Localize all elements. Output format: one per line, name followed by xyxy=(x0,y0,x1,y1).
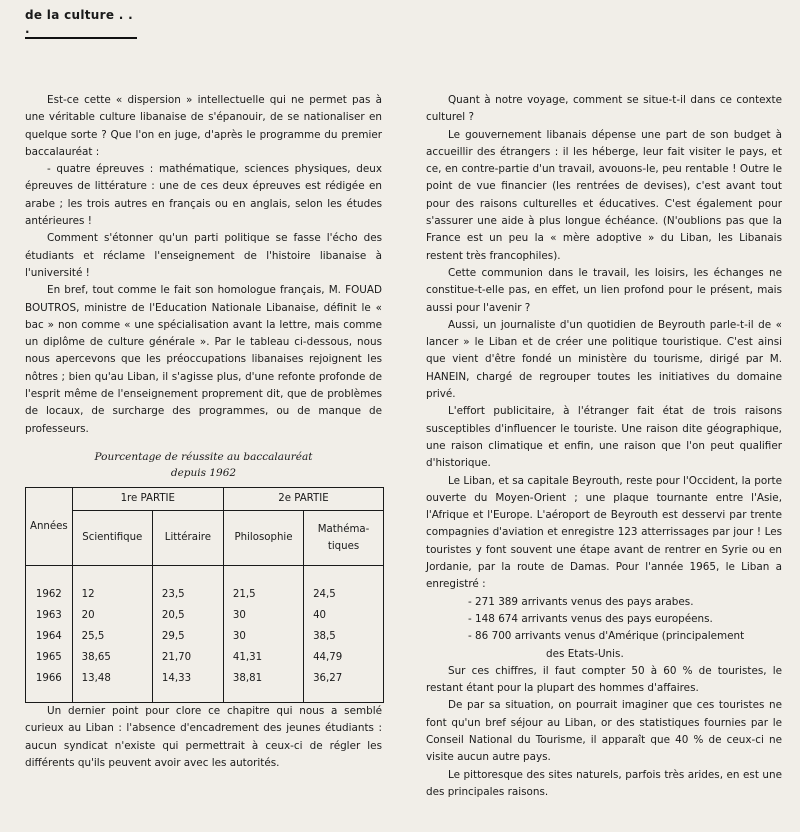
paragraph: Le pittoresque des sites naturels, parfois très arides, en est une des principales raisons. xyxy=(426,768,782,798)
cell: 25,5 xyxy=(72,626,152,647)
paragraph: - quatre épreuves : mathématique, sciences physiques, deux épreuves de littérature : une de ces deux épreuves est rédigée en arabe ; les trois autres en français ou en anglais, selon les études antérieures ! xyxy=(25,163,382,228)
cell: 40 xyxy=(304,605,384,626)
paragraph: Le Liban, et sa capitale Beyrouth, reste pour l'Occident, la porte ouverte du Moyen-Orient ; une plaque tournante entre l'Asie, l'Afrique et l'Europe. L'aéroport de Beyrouth est desservi par trente compagnies d'aviation et enregistre 123 atterrissages par jour ! Les touristes y font souvent une étape avant de rentrer en Syrie ou en Jordanie, par la route de Damas. Pour l'année 1965, le Liban a enregistré : xyxy=(426,474,782,591)
subheader: Philosophie xyxy=(223,510,303,565)
table-row xyxy=(26,647,384,668)
cell: 30 xyxy=(223,605,303,626)
paragraph: Un dernier point pour clore ce chapitre qui nous a semblé curieux au Liban : l'absence d'encadrement des jeunes étudiants : aucun syndicat n'existe qui permettrait à ceux-ci de régler les différents qu'ils peuvent avoir avec les autorités. xyxy=(25,704,382,769)
caption-line: Pourcentage de réussite au baccalauréat xyxy=(94,450,313,463)
paragraph: Aussi, un journaliste d'un quotidien de Beyrouth parle-t-il de « lancer » le Liban et de créer une politique touristique. C'est ainsi que vient d'être fondé un ministère du tourisme, dirigé par M. HANEIN, chargé de regrouper toutes les initiatives du domaine privé. xyxy=(426,318,782,401)
cell: 38,81 xyxy=(223,668,303,703)
paragraph: Est-ce cette « dispersion » intellectuelle qui ne permet pas à une véritable culture libanaise de s'épanouir, de se nationaliser en quelque sorte ? Que l'on en juge, d'après le programme du premier baccalauréat : xyxy=(25,94,382,158)
list-item-continuation: des Etats-Unis. xyxy=(546,647,624,660)
left-column xyxy=(25,92,382,772)
paragraph: L'effort publicitaire, à l'étranger fait état de trois raisons susceptibles d'influencer le touriste. Une raison dite géographique, une raison climatique et enfin, une raison que l'on peut qualifier d'historique. xyxy=(426,405,782,470)
results-table xyxy=(25,487,384,703)
cell: 30 xyxy=(223,626,303,647)
cell-year: 1965 xyxy=(26,647,73,668)
cell: 20 xyxy=(72,605,152,626)
list-item: - 271 389 arrivants venus des pays arabes. xyxy=(468,595,694,608)
table-row xyxy=(26,605,384,626)
paragraph: Sur ces chiffres, il faut compter 50 à 60 % de touristes, le restant étant pour la plupart des hommes d'affaires. xyxy=(426,664,782,695)
paragraph: De par sa situation, on pourrait imaginer que ces touristes ne font qu'un bref séjour au Liban, or des statistiques fournies par le Conseil National du Tourisme, il apparaît que 40 % de ceux-ci ne visite aucun autre pays. xyxy=(426,699,782,764)
cell: 29,5 xyxy=(152,626,223,647)
cell-year: 1964 xyxy=(26,626,73,647)
cell: 36,27 xyxy=(304,668,384,703)
paragraph: Comment s'étonner qu'un parti politique se fasse l'écho des étudiants et réclame l'enseignement de l'histoire libanaise à l'université ! xyxy=(25,232,382,279)
table-row xyxy=(26,626,384,647)
header-annees: Années xyxy=(26,487,73,565)
subheader: Scientifique xyxy=(72,510,152,565)
cell: 24,5 xyxy=(304,584,384,605)
cell-year: 1963 xyxy=(26,605,73,626)
cell: 13,48 xyxy=(72,668,152,703)
cell-year: 1966 xyxy=(26,668,73,703)
paragraph: Le gouvernement libanais dépense une part de son budget à accueillir des étrangers : il les héberge, leur fait visiter le pays, et ce, en contre-partie d'un travail, avouons-le, peu rentable ! Outre le point de vue financier (les rentrées de devises), c'est avant tout pour des raisons culturelles et éducatives. C'est également pour s'assurer une aide à plus longue échéance. (N'oublions pas que la France est un peu la « mère adoptive » du Liban, les Libanais restent très francophiles). xyxy=(426,128,782,262)
paragraph: Cette communion dans le travail, les loisirs, les échanges ne constitue-t-elle pas, en effet, un lien profond pour le présent, mais aussi pour l'avenir ? xyxy=(426,266,782,314)
cell: 20,5 xyxy=(152,605,223,626)
cell: 23,5 xyxy=(152,584,223,605)
cell: 38,65 xyxy=(72,647,152,668)
right-column xyxy=(426,92,782,801)
table-caption xyxy=(25,449,382,481)
cell: 38,5 xyxy=(304,626,384,647)
cell: 14,33 xyxy=(152,668,223,703)
subheader: Mathéma-tiques xyxy=(304,510,384,565)
list-item: - 148 674 arrivants venus des pays européens. xyxy=(468,612,713,625)
table-row xyxy=(26,668,384,703)
cell-year: 1962 xyxy=(26,584,73,605)
paragraph: Quant à notre voyage, comment se situe-t-il dans ce contexte culturel ? xyxy=(426,94,782,124)
page-header: de la culture . . . xyxy=(25,8,137,39)
list-item: - 86 700 arrivants venus d'Amérique (principalement xyxy=(468,630,745,643)
cell: 21,70 xyxy=(152,647,223,668)
subheader: Littéraire xyxy=(152,510,223,565)
paragraph: En bref, tout comme le fait son homologue français, M. FOUAD BOUTROS, ministre de l'Education Nationale Libanaise, définit le « bac » non comme « une spécialisation avant la lettre, mais comme un diplôme de culture générale ». Par le tableau ci-dessous, nous nous apercevons que les préoccupations libanaises rejoignent les nôtres ; bien qu'au Liban, il s'agisse plus, d'une refonte profonde de l'esprit même de l'enseignement proprement dit, que de problèmes de locaux, de surcharge des programmes, ou de manque de professeurs. xyxy=(25,284,382,435)
caption-line: depuis 1962 xyxy=(170,466,237,479)
cell: 21,5 xyxy=(223,584,303,605)
header-part1: 1re PARTIE xyxy=(72,487,223,510)
table-row xyxy=(26,584,384,605)
cell: 41,31 xyxy=(223,647,303,668)
cell: 12 xyxy=(72,584,152,605)
cell: 44,79 xyxy=(304,647,384,668)
header-part2: 2e PARTIE xyxy=(223,487,383,510)
